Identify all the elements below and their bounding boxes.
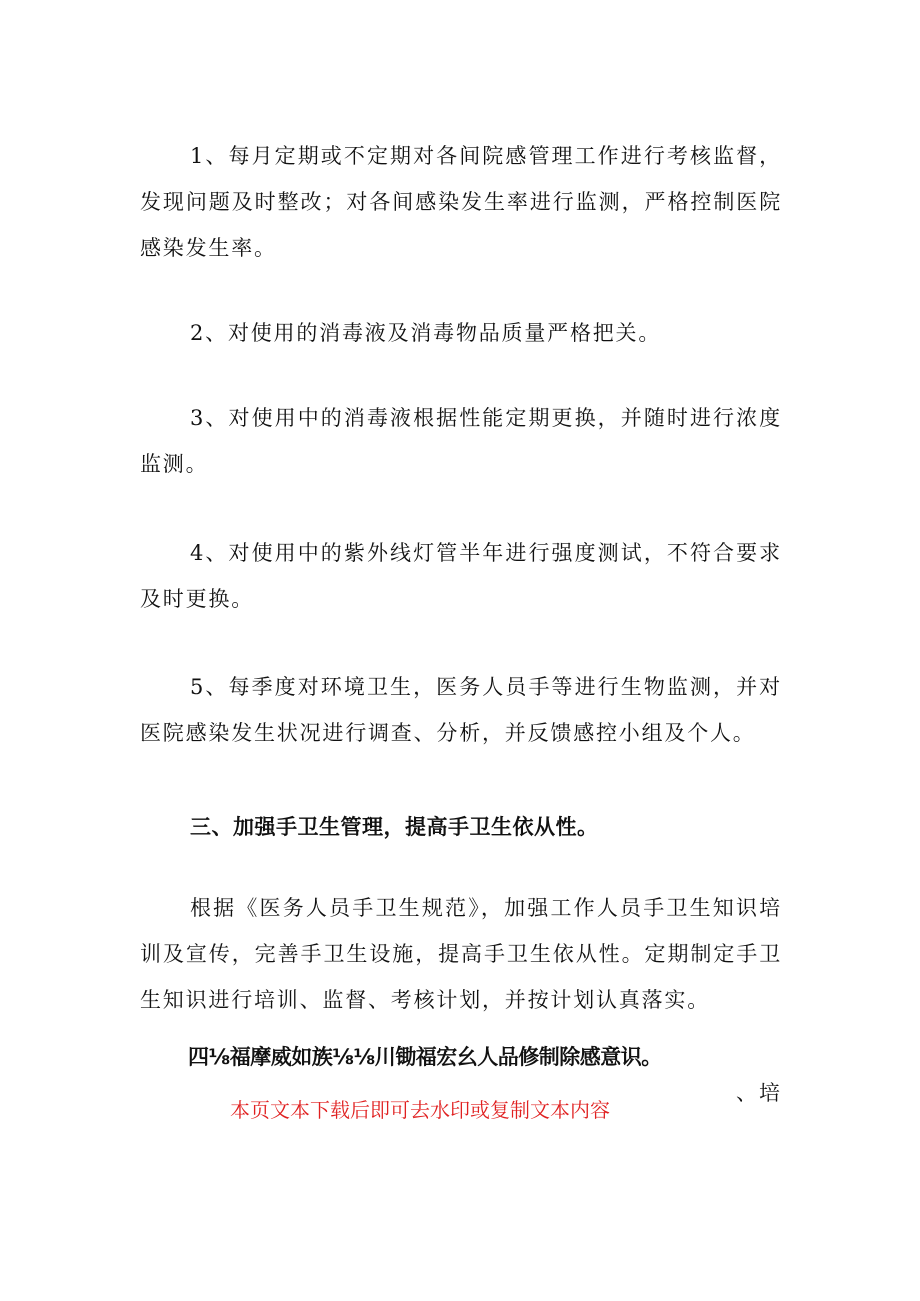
paragraph-item-1: 1、每月定期或不定期对各间院感管理工作进行考核监督，发现问题及时整改；对各间感染发生率进行监测，严格控制医院感染发生率。: [140, 144, 782, 260]
paragraph-item-5: 5、每季度对环境卫生，医务人员手等进行生物监测，并对医院感染发生状况进行调查、分析，并反馈感控小组及个人。: [140, 675, 782, 745]
section-4-heading: 四⅛福摩威如族⅛⅛川锄福宏幺人品修制除感意识。: [188, 1045, 662, 1069]
section-3-heading: 三、加强手卫生管理，提高手卫生依从性。: [190, 815, 599, 839]
section-3-body: 根据《医务人员手卫生规范》，加强工作人员手卫生知识培训及宣传，完善手卫生设施，提高手卫生依从性。定期制定手卫生知识进行培训、监督、考核计划，并按计划认真落实。: [140, 896, 782, 1012]
paragraph-item-4: 4、对使用中的紫外线灯管半年进行强度测试，不符合要求及时更换。: [140, 541, 782, 611]
trailing-text-fragment: 、培: [736, 1081, 782, 1105]
paragraph-item-3: 3、对使用中的消毒液根据性能定期更换，并随时进行浓度监测。: [140, 406, 782, 476]
watermark-notice-link[interactable]: 本页文本下载后即可去水印或复制文本内容: [230, 1098, 610, 1122]
paragraph-item-2: 2、对使用的消毒液及消毒物品质量严格把关。: [190, 321, 662, 345]
